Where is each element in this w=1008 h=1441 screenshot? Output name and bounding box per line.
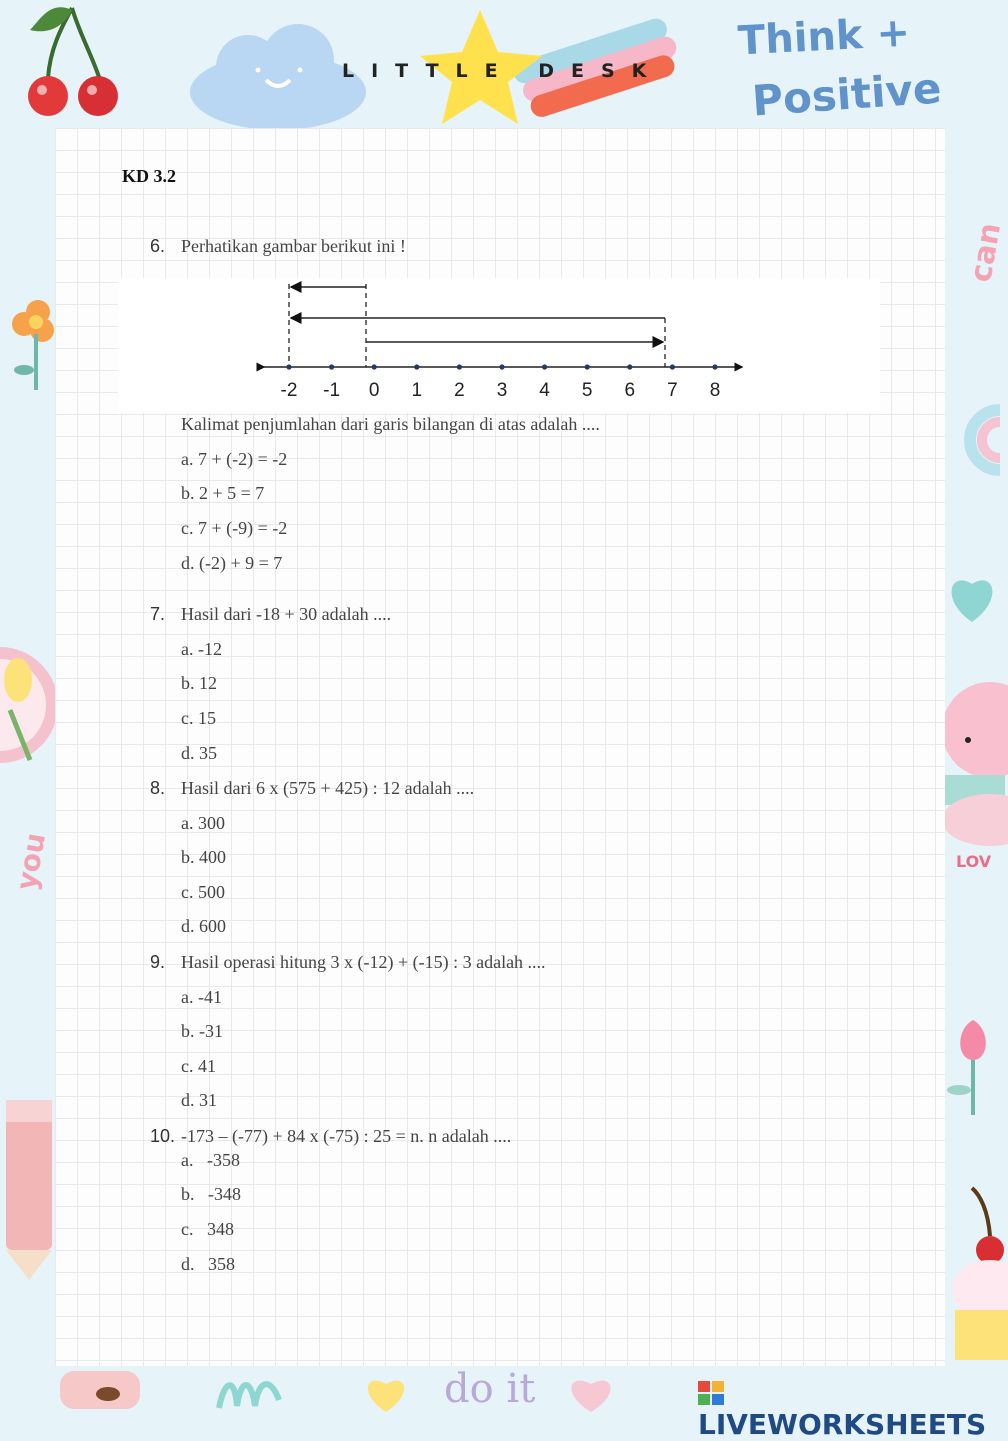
question-7-option-d[interactable]: d. 35 bbox=[181, 743, 217, 763]
tick-mark-3 bbox=[499, 364, 504, 369]
liveworksheets-text: LIVEWORKSHEETS bbox=[698, 1408, 987, 1441]
question-6-option-a[interactable]: a. 7 + (-2) = -2 bbox=[181, 449, 288, 469]
question-10-option-b[interactable]: b. -348 bbox=[181, 1184, 241, 1204]
question-7-option-c[interactable]: c. 15 bbox=[181, 708, 216, 728]
tick-mark-1 bbox=[414, 364, 419, 369]
tick-mark-7 bbox=[670, 364, 675, 369]
tick-mark--1 bbox=[329, 364, 334, 369]
sundae-icon bbox=[950, 1180, 1000, 1360]
question-8-text: Hasil dari 6 x (575 + 425) : 12 adalah .... bbox=[181, 778, 475, 798]
question-6-prompt: Kalimat penjumlahan dari garis bilangan di atas adalah .... bbox=[181, 414, 600, 434]
side-word-love: LOV bbox=[956, 852, 992, 871]
pencil-icon bbox=[0, 1090, 60, 1280]
question-9-number: 9. bbox=[150, 952, 166, 972]
question-9-option-d[interactable]: d. 31 bbox=[181, 1090, 217, 1110]
question-7-option-b[interactable]: b. 12 bbox=[181, 673, 217, 693]
cloud-icon bbox=[188, 22, 368, 132]
number-line-figure bbox=[118, 278, 880, 413]
tulip-icon bbox=[945, 1010, 1000, 1120]
tick-label-3: 3 bbox=[496, 380, 508, 401]
tick-mark-6 bbox=[627, 364, 632, 369]
question-8-option-a[interactable]: a. 300 bbox=[181, 813, 225, 833]
side-word-you: you bbox=[9, 830, 52, 893]
tick-mark-0 bbox=[372, 364, 377, 369]
tick-label-1: 1 bbox=[411, 380, 423, 401]
kd-label: KD 3.2 bbox=[122, 166, 176, 186]
slogan-think: Think + bbox=[736, 9, 912, 65]
question-9-text: Hasil operasi hitung 3 x (-12) + (-15) : 3 adalah .... bbox=[181, 952, 546, 972]
question-6-option-c[interactable]: c. 7 + (-9) = -2 bbox=[181, 518, 288, 538]
flower-icon bbox=[8, 290, 58, 400]
side-word-can: can bbox=[963, 220, 1008, 285]
rainbow-icon bbox=[950, 390, 1000, 490]
question-6-text: Perhatikan gambar berikut ini ! bbox=[181, 236, 406, 256]
tick-mark-5 bbox=[585, 364, 590, 369]
tick-label-7: 7 bbox=[667, 380, 678, 401]
question-6-number: 6. bbox=[150, 236, 166, 256]
brand-title: LITTLE DESK bbox=[342, 60, 664, 82]
question-8-option-b[interactable]: b. 400 bbox=[181, 847, 226, 867]
footer-scroll-icon bbox=[60, 1366, 140, 1413]
tick-label-6: 6 bbox=[624, 380, 636, 401]
question-10-option-a[interactable]: a. -358 bbox=[181, 1150, 240, 1170]
question-9-option-c[interactable]: c. 41 bbox=[181, 1056, 216, 1076]
tick-mark-8 bbox=[712, 364, 717, 369]
question-10-number: 10. bbox=[150, 1126, 176, 1146]
liveworksheets-logo bbox=[698, 1375, 1000, 1441]
question-6-option-d[interactable]: d. (-2) + 9 = 7 bbox=[181, 553, 283, 573]
question-7-number: 7. bbox=[150, 604, 166, 624]
question-8-option-d[interactable]: d. 600 bbox=[181, 916, 226, 936]
question-10-option-d[interactable]: d. 358 bbox=[181, 1254, 235, 1274]
tick-mark-4 bbox=[542, 364, 547, 369]
tick-label-0: 0 bbox=[368, 380, 380, 401]
question-9-option-b[interactable]: b. -31 bbox=[181, 1021, 223, 1041]
tick-label--2: -2 bbox=[280, 380, 298, 401]
tick-mark--2 bbox=[286, 364, 291, 369]
question-9-option-a[interactable]: a. -41 bbox=[181, 987, 222, 1007]
footer-squiggle-icon bbox=[215, 1378, 285, 1413]
question-8-option-c[interactable]: c. 500 bbox=[181, 882, 225, 902]
heart-icon bbox=[945, 560, 1000, 630]
tick-label-8: 8 bbox=[709, 380, 721, 401]
tick-label-4: 4 bbox=[539, 380, 550, 401]
tick-label--1: -1 bbox=[323, 380, 341, 401]
liveworksheets-badge-icon bbox=[698, 1381, 724, 1405]
question-6-option-b[interactable]: b. 2 + 5 = 7 bbox=[181, 483, 265, 503]
cherry-icon bbox=[10, 0, 120, 120]
bowl-icon bbox=[0, 590, 60, 820]
number-line-svg bbox=[118, 278, 880, 413]
slogan-positive: Positive bbox=[750, 63, 943, 126]
question-8-number: 8. bbox=[150, 778, 166, 798]
footer-heart-pink-icon bbox=[565, 1372, 617, 1413]
macaron-icon bbox=[940, 680, 1000, 850]
footer-heart-icon bbox=[362, 1372, 410, 1413]
tick-label-2: 2 bbox=[454, 380, 465, 401]
tick-label-5: 5 bbox=[581, 380, 593, 401]
tick-group bbox=[281, 364, 721, 401]
question-10-text: -173 – (-77) + 84 x (-75) : 25 = n. n adalah .... bbox=[181, 1126, 512, 1146]
footer-do-it: do it bbox=[444, 1366, 536, 1412]
question-7-option-a[interactable]: a. -12 bbox=[181, 639, 222, 659]
tick-mark-2 bbox=[457, 364, 462, 369]
question-10-option-c[interactable]: c. 348 bbox=[181, 1219, 234, 1239]
question-7-text: Hasil dari -18 + 30 adalah .... bbox=[181, 604, 392, 624]
